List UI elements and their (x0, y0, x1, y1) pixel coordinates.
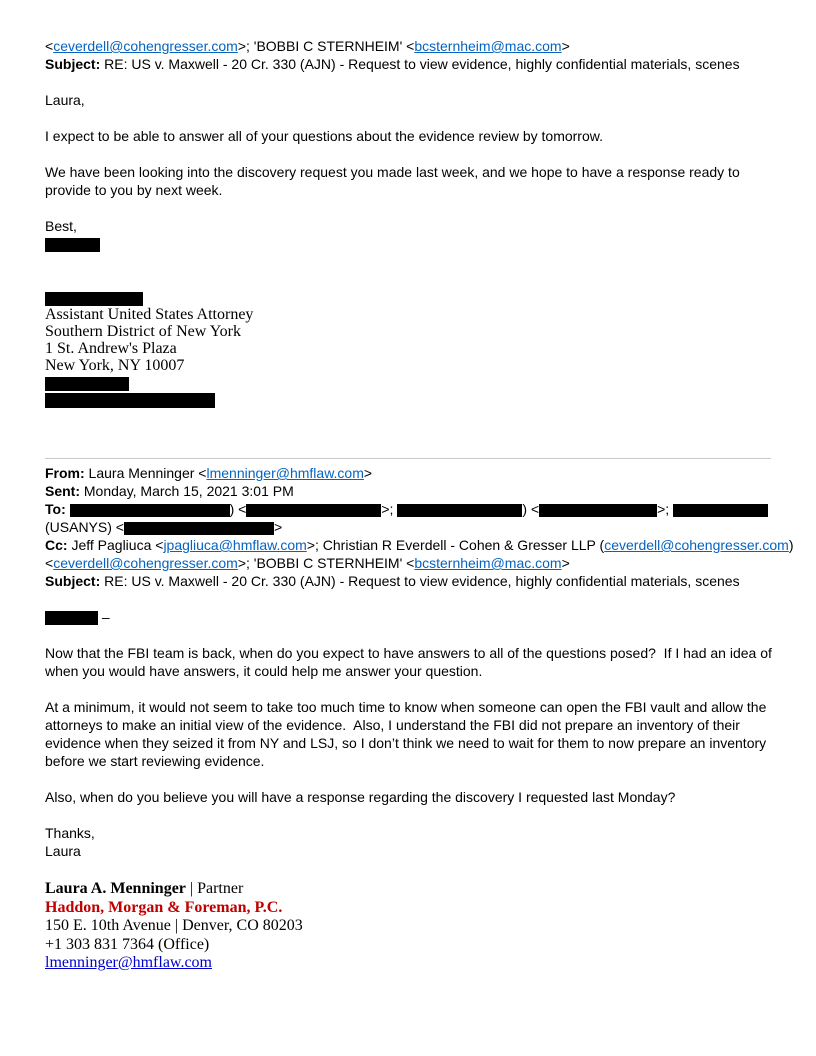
email1-salutation (45, 91, 775, 109)
text-segment: ) < (229, 501, 247, 517)
email1-signature-phone-redacted (45, 374, 775, 391)
email2-signature-address (45, 917, 775, 936)
email1-recipients-continuation (45, 37, 775, 55)
email1-body-paragraph-2 (45, 163, 775, 199)
email2-to-line-continuation (45, 518, 775, 536)
firm-name: Haddon, Morgan & Foreman, P.C. (45, 898, 283, 916)
ceverdell-email-link[interactable]: ceverdell@cohengresser.com (53, 555, 238, 571)
ceverdell-email-link[interactable]: ceverdell@cohengresser.com (604, 537, 789, 553)
email2-closing (45, 824, 775, 842)
text-segment: >; (381, 501, 398, 517)
sent-label: Sent: (45, 483, 80, 499)
email2-signature-firm (45, 899, 775, 918)
lmenninger-email-link[interactable]: lmenninger@hmflaw.com (206, 465, 364, 481)
text-segment: Best, (45, 218, 77, 234)
spacer (45, 590, 775, 608)
text-segment: > (363, 465, 373, 481)
text-segment: ) (788, 537, 794, 553)
email2-body-paragraph-1 (45, 644, 775, 680)
to-label: To: (45, 501, 66, 517)
spacer (45, 199, 775, 217)
text-segment: < (45, 38, 54, 54)
text-segment: Jeff Pagliuca < (67, 537, 164, 553)
spacer (45, 860, 775, 880)
redaction-bar-recipient-1-email (246, 504, 381, 517)
email2-body-paragraph-2 (45, 698, 775, 770)
bcsternheim-email-link[interactable]: bcsternheim@mac.com (414, 555, 562, 571)
lmenninger-email-link[interactable]: lmenninger@hmflaw.com (45, 954, 212, 971)
redaction-bar-phone (45, 377, 129, 391)
signature-name-bold: Laura A. Menninger (45, 880, 186, 897)
text-segment: >; 'BOBBI C STERNHEIM' < (237, 38, 415, 54)
redaction-bar-recipient-1 (70, 504, 230, 517)
text-segment: +1 303 831 7364 (Office) (45, 935, 210, 953)
email1-signature-address-2 (45, 357, 775, 374)
email2-subject-line (45, 572, 775, 590)
text-segment: 1 St. Andrew's Plaza (45, 340, 177, 357)
email1-body-paragraph-1 (45, 127, 775, 145)
email1-signature-address-1 (45, 340, 775, 357)
text-segment: > (561, 555, 570, 571)
spacer (45, 408, 775, 458)
spacer (45, 73, 775, 91)
email1-sender-name-redacted (45, 235, 775, 253)
email1-subject-line (45, 55, 775, 73)
text-segment: Laura (45, 843, 81, 859)
text-segment: 150 E. 10th Avenue | Denver, CO 80203 (45, 917, 303, 934)
redaction-bar-salutation (45, 611, 98, 625)
bcsternheim-email-link[interactable]: bcsternheim@mac.com (414, 38, 562, 54)
redaction-bar-recipient-2 (397, 504, 522, 517)
redaction-bar-signature-name (45, 292, 143, 306)
subject-label: Subject: (45, 56, 101, 72)
spacer (45, 253, 775, 289)
text-segment: Laura, (45, 92, 85, 108)
text-segment: >; Christian R Everdell - Cohen & Gresser LLP ( (306, 537, 605, 553)
text-segment: I expect to be able to answer all of your questions about the evidence review by tomorrow. (45, 128, 603, 144)
ceverdell-email-link[interactable]: ceverdell@cohengresser.com (53, 38, 238, 54)
email2-sent-line (45, 482, 775, 500)
email1-signature-name-redacted (45, 289, 775, 306)
subject-label: Subject: (45, 573, 101, 589)
email2-salutation-redacted (45, 608, 775, 626)
email1-signature-title (45, 306, 775, 323)
text-segment: At a minimum, it would not seem to take too much time to know when someone can open the FBI vault and allow the attorneys to make an initial view of the evidence. Also, I understand the FBI did not prepare an inventory of their evidence when they seized it from NY and LSJ, so I don’t think we need to wait for them to now prepare an inventory before we start reviewing evidence. (45, 699, 771, 769)
email2-closing-name (45, 842, 775, 860)
email2-cc-line (45, 536, 794, 554)
text-segment: ) < (522, 501, 540, 517)
text-segment: Now that the FBI team is back, when do you expect to have answers to all of the questions posed? If I had an idea of when you would have answers, it could help me answer your question. (45, 645, 776, 679)
text-segment: RE: US v. Maxwell - 20 Cr. 330 (AJN) - Request to view evidence, highly confidential materials, scenes (100, 56, 740, 72)
redaction-bar-email (45, 393, 215, 408)
spacer (45, 145, 775, 163)
email2-body-paragraph-3 (45, 788, 775, 806)
email2-from-line (45, 464, 775, 482)
quoted-email-divider (45, 458, 771, 459)
redaction-bar-sender-name (45, 238, 100, 252)
text-segment: RE: US v. Maxwell - 20 Cr. 330 (AJN) - Request to view evidence, highly confidential materials, scenes (100, 573, 740, 589)
email2-signature-name (45, 880, 775, 899)
spacer (45, 626, 775, 644)
text-segment: Monday, March 15, 2021 3:01 PM (80, 483, 294, 499)
redaction-bar-recipient-3 (673, 504, 768, 517)
text-segment: – (98, 609, 110, 625)
from-label: From: (45, 465, 85, 481)
email2-cc-line-continuation (45, 554, 775, 572)
email1-signature-email-redacted (45, 391, 775, 408)
text-segment: Southern District of New York (45, 323, 241, 340)
redaction-bar-recipient-3-email (124, 522, 274, 535)
text-segment: Thanks, (45, 825, 95, 841)
email1-signature-district (45, 323, 775, 340)
email2-signature-phone (45, 936, 775, 955)
email2-to-line (45, 500, 775, 518)
text-segment: We have been looking into the discovery request you made last week, and we hope to have a response ready to provide to you by next week. (45, 164, 744, 198)
email-thread-content (45, 37, 794, 973)
text-segment: Laura Menninger < (84, 465, 207, 481)
spacer (45, 806, 775, 824)
text-segment: < (45, 555, 54, 571)
spacer (45, 680, 775, 698)
text-segment: >; 'BOBBI C STERNHEIM' < (237, 555, 415, 571)
text-segment: Also, when do you believe you will have a response regarding the discovery I requested last Monday? (45, 789, 676, 805)
redaction-bar-recipient-2-email (539, 504, 657, 517)
jpagliuca-email-link[interactable]: jpagliuca@hmflaw.com (163, 537, 307, 553)
text-segment: > (273, 519, 283, 535)
text-segment: > (561, 38, 570, 54)
email2-signature-email (45, 954, 775, 973)
cc-label: Cc: (45, 537, 68, 553)
text-segment: New York, NY 10007 (45, 357, 185, 374)
text-segment: >; (657, 501, 674, 517)
text-segment: (USANYS) < (45, 519, 124, 535)
spacer (45, 770, 775, 788)
text-segment: Assistant United States Attorney (45, 306, 254, 323)
email1-closing (45, 217, 775, 235)
spacer (45, 109, 775, 127)
text-segment: | Partner (185, 880, 244, 897)
